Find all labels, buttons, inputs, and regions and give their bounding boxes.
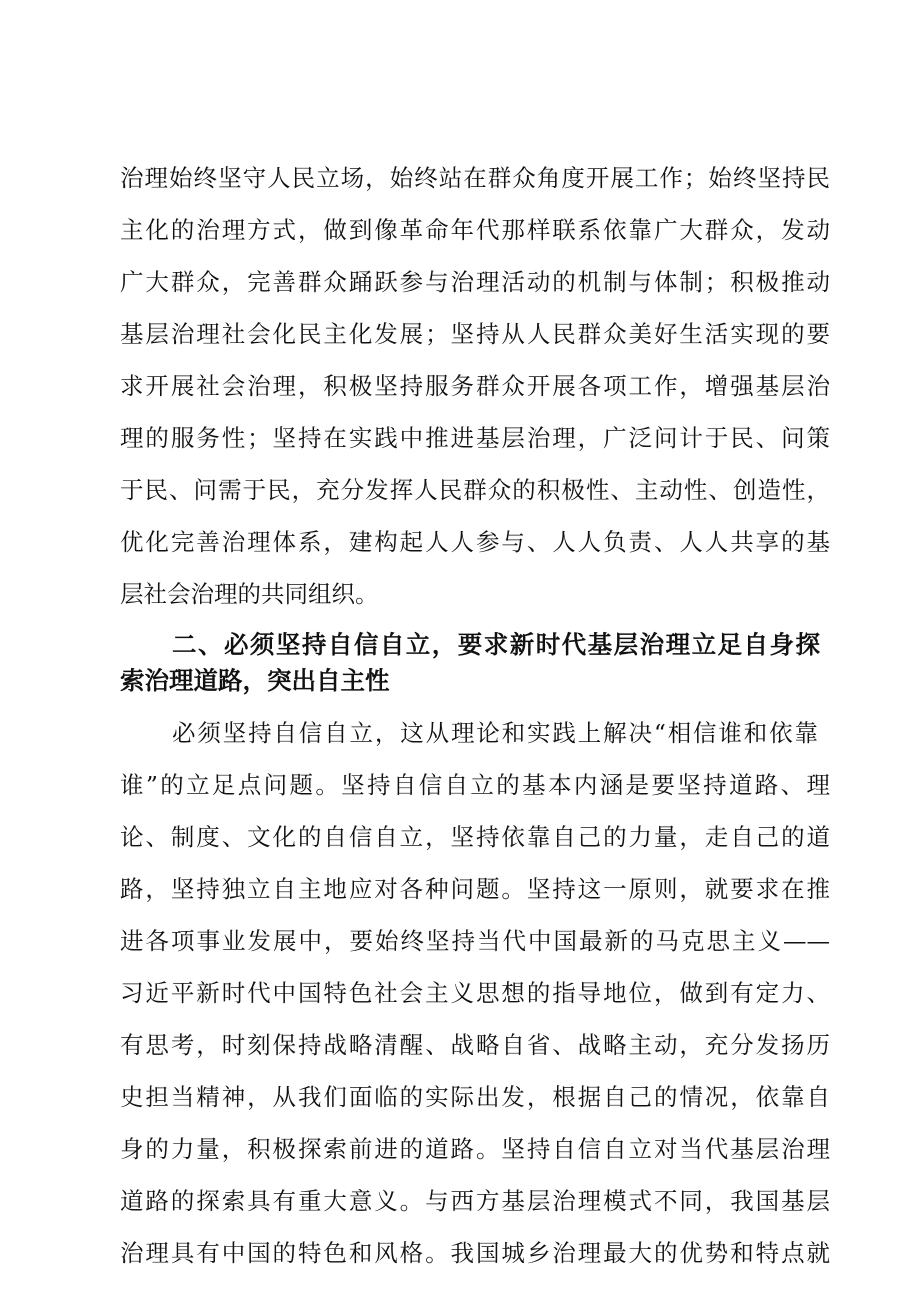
paragraph2-line-9: 身的力量，积极探索前进的道路。坚持自信自立对当代基层治理	[120, 1135, 830, 1163]
paragraph2-line-1: 必须坚持自信自立，这从理论和实践上解决“相信谁和依靠	[172, 719, 818, 747]
paragraph2-line-7: 有思考，时刻保持战略清醒、战略自省、战略主动，充分发扬历	[120, 1031, 830, 1059]
paragraph1-line-7: 于民、问需于民，充分发挥人民群众的积极性、主动性、创造性，	[120, 476, 830, 504]
paragraph1-line-9: 层社会治理的共同组织。	[120, 580, 379, 608]
paragraph1-line-1: 治理始终坚守人民立场，始终站在群众角度开展工作；始终坚持民	[120, 164, 830, 192]
paragraph1-line-4: 基层治理社会化民主化发展；坚持从人民群众美好生活实现的要	[120, 320, 830, 348]
paragraph2-line-5: 进各项事业发展中，要始终坚持当代中国最新的马克思主义——	[120, 927, 830, 955]
paragraph1-line-3: 广大群众，完善群众踊跃参与治理活动的机制与体制；积极推动	[120, 268, 830, 296]
paragraph2-line-2: 谁”的立足点问题。坚持自信自立的基本内涵是要坚持道路、理	[120, 771, 830, 799]
paragraph2-line-3: 论、制度、文化的自信自立，坚持依靠自己的力量，走自己的道	[120, 823, 830, 851]
paragraph2-line-6: 习近平新时代中国特色社会主义思想的指导地位，做到有定力、	[120, 979, 830, 1007]
paragraph2-line-4: 路，坚持独立自主地应对各种问题。坚持这一原则，就要求在推	[120, 875, 830, 903]
paragraph2-line-8: 史担当精神，从我们面临的实际出发，根据自己的情况，依靠自	[120, 1083, 830, 1111]
paragraph1-line-8: 优化完善治理体系，建构起人人参与、人人负责、人人共享的基	[120, 528, 830, 556]
section-heading-line-1: 二、必须坚持自信自立，要求新时代基层治理立足自身探	[172, 630, 820, 659]
paragraph1-line-6: 理的服务性；坚持在实践中推进基层治理，广泛问计于民、问策	[120, 424, 830, 452]
paragraph1-line-5: 求开展社会治理，积极坚持服务群众开展各项工作，增强基层治	[120, 372, 830, 400]
paragraph1-line-2: 主化的治理方式，做到像革命年代那样联系依靠广大群众，发动	[120, 216, 830, 244]
section-heading-line-2: 索治理道路，突出自主性	[120, 666, 390, 695]
paragraph2-line-10: 道路的探索具有重大意义。与西方基层治理模式不同，我国基层	[120, 1187, 830, 1215]
paragraph2-line-11: 治理具有中国的特色和风格。我国城乡治理最大的优势和特点就	[120, 1239, 830, 1267]
